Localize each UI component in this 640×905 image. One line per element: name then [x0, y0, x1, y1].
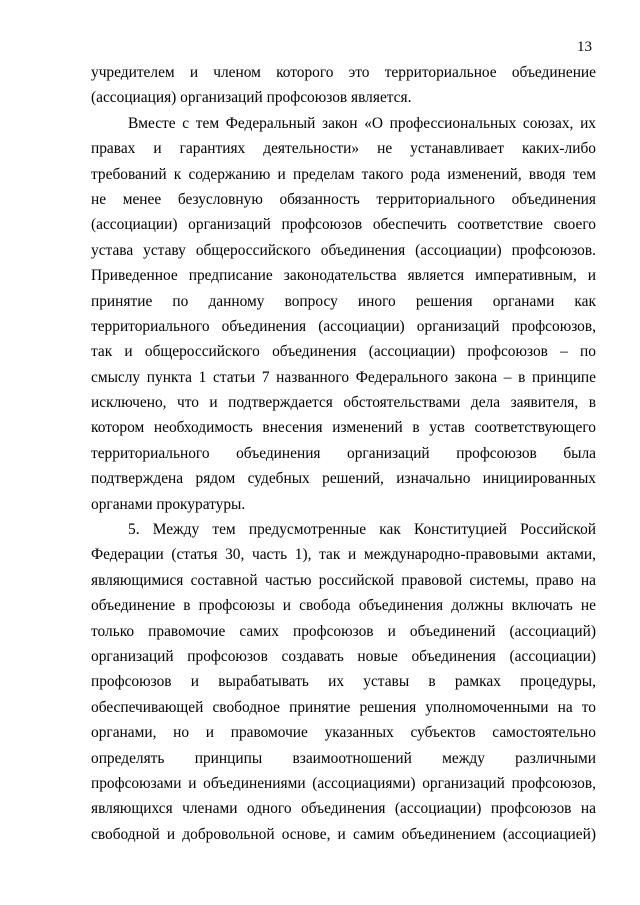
- text-line: так и общероссийского объединения (ассоциации) профсоюзов – по: [91, 343, 596, 361]
- text-line: свободной и добровольной основе, и самим объединением (ассоциацией): [91, 825, 596, 843]
- text-line: котором необходимость внесения изменений в устав соответствующего: [91, 419, 596, 437]
- text-line: профсоюзов и вырабатывать их уставы в рамках процедуры,: [91, 673, 596, 691]
- text-line: не менее безусловную обязанность территориального объединения: [91, 190, 596, 208]
- text-line: территориального объединения организаций профсоюзов была: [91, 444, 596, 462]
- text-line: (ассоциации) организаций профсоюзов обеспечить соответствие своего: [91, 216, 596, 234]
- text-line: подтверждена рядом судебных решений, изначально инициированных: [91, 470, 596, 488]
- text-line: исключено, что и подтверждается обстоятельствами дела заявителя, в: [91, 394, 596, 412]
- text-line: только правомочие самих профсоюзов и объединений (ассоциаций): [91, 622, 596, 640]
- text-line: являющихся членами одного объединения (ассоциации) профсоюзов на: [91, 800, 596, 818]
- text-line: организаций профсоюзов создавать новые объединения (ассоциации): [91, 647, 596, 665]
- text-line: 5. Между тем предусмотренные как Конституцией Российской: [128, 521, 596, 539]
- text-line: профсоюзами и объединениями (ассоциациями) организаций профсоюзов,: [91, 774, 596, 792]
- text-line: органами прокуратуры.: [91, 495, 246, 513]
- text-line: устава уставу общероссийского объединения (ассоциации) профсоюзов.: [91, 241, 596, 259]
- text-line: обеспечивающей свободное принятие решения уполномоченными на то: [91, 698, 596, 716]
- text-line: Вместе с тем Федеральный закон «О профессиональных союзах, их: [128, 114, 596, 132]
- text-line: Федерации (статья 30, часть 1), так и международно-правовыми актами,: [91, 546, 596, 564]
- page-number: 13: [577, 39, 592, 55]
- text-line: Приведенное предписание законодательства является императивным, и: [91, 267, 596, 285]
- text-line: смыслу пункта 1 статьи 7 названного Федерального закона – в принципе: [91, 368, 596, 386]
- text-line: требований к содержанию и пределам такого рода изменений, вводя тем: [91, 165, 596, 183]
- text-line: органами, но и правомочие указанных субъектов самостоятельно: [91, 724, 596, 742]
- text-line: учредителем и членом которого это территориальное объединение: [91, 64, 596, 81]
- body-text: [91, 60, 596, 847]
- text-line: (ассоциация) организаций профсоюзов является.: [91, 89, 412, 107]
- text-line: определять принципы взаимоотношений между различными: [91, 749, 596, 767]
- text-line: правах и гарантиях деятельности» не устанавливает каких-либо: [91, 140, 596, 158]
- text-line: территориального объединения (ассоциации) организаций профсоюзов,: [91, 317, 596, 335]
- text-line: объединение в профсоюзы и свобода объединения должны включать не: [91, 597, 596, 615]
- text-line: являющимися составной частью российской правовой системы, право на: [91, 571, 596, 589]
- text-line: принятие по данному вопросу иного решения органами как: [91, 292, 596, 310]
